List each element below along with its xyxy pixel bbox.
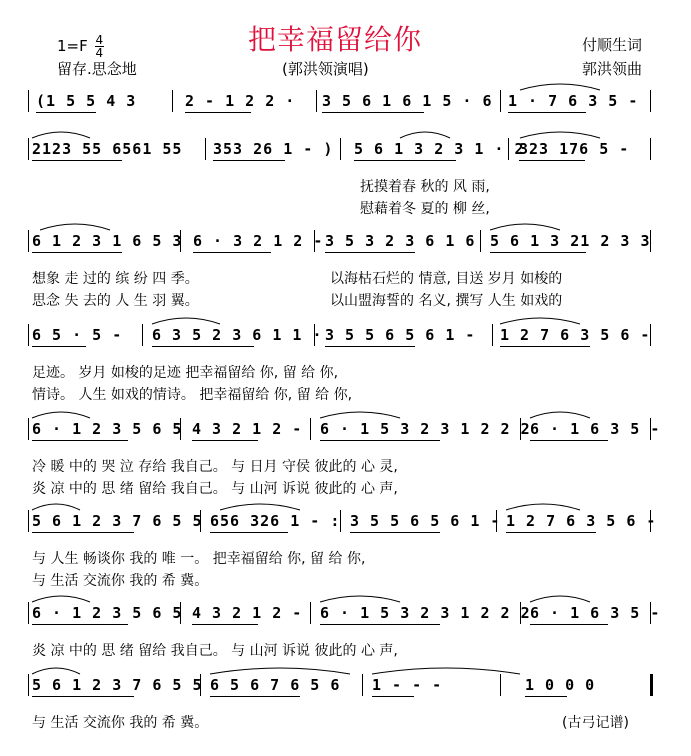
slur-mark: [210, 668, 350, 674]
note-measure: 6 · 1 5 3 2 3 1 2 2 2: [320, 604, 531, 622]
lyric-line: 炎 凉 中的 思 绪 留给 我自己。 与 山河 诉说 彼此的 心 声,: [32, 643, 398, 659]
note-measure: 1 0 0 0: [525, 676, 596, 694]
slur-mark: [32, 668, 80, 674]
lyric-line: 与 人生 畅谈你 我的 唯 一。 把幸福留给 你, 留 给 你,: [32, 551, 366, 567]
lyric-line: 思念 失 去的 人 生 羽 翼。: [32, 293, 199, 309]
lyric-line: 想象 走 过的 缤 纷 四 季。: [32, 271, 199, 287]
note-measure: 6 · 1 2 3 5 6 5: [32, 604, 183, 622]
note-measure: (1 5 5 4 3: [36, 92, 137, 110]
note-measure: 6 · 3 2 1 2 -: [193, 232, 324, 250]
slur-mark: [400, 132, 450, 138]
slur-mark: [40, 224, 110, 230]
lyric-line: (古弓记谱): [562, 715, 629, 731]
slur-mark: [152, 318, 220, 324]
slur-mark: [32, 596, 90, 602]
slur-mark: [320, 412, 400, 418]
source-label: 留存.思念地: [57, 60, 137, 78]
lyric-line: 炎 凉 中的 思 绪 留给 我自己。 与 山河 诉说 彼此的 心 声,: [32, 481, 398, 497]
note-measure: 1 2 7 6 3 5 6 -: [506, 512, 657, 530]
slur-mark: [520, 84, 600, 90]
lyric-line: 与 生活 交流你 我的 希 冀。: [32, 715, 209, 731]
note-measure: 6 · 1 6 3 5 -: [530, 604, 661, 622]
note-measure: 3 5 3 2 3 6 1 6: [325, 232, 476, 250]
note-measure: 5 6 1 3 2 3 1 · 2: [354, 140, 525, 158]
note-measure: 1 - - -: [372, 676, 443, 694]
slur-mark: [220, 504, 300, 510]
song-title: 把幸福留给你: [248, 23, 423, 56]
slur-mark: [320, 596, 400, 602]
slur-mark: [32, 412, 90, 418]
note-measure: 3 5 5 6 5 6 1 -: [350, 512, 501, 530]
note-measure: 323 176 5 -: [519, 140, 630, 158]
slur-mark: [530, 412, 590, 418]
slur-mark: [372, 668, 520, 674]
lyric-line: 以山盟海誓的 名义, 撰写 人生 如戏的: [330, 293, 563, 309]
note-measure: 353 26 1 - ): [213, 140, 334, 158]
time-signature: $\frac{4}{4}$: [95, 33, 104, 60]
lyric-line: 足迹。 岁月 如梭的足迹 把幸福留给 你, 留 给 你,: [32, 365, 339, 381]
slur-mark: [490, 224, 560, 230]
singer-credit: (郭洪领演唱): [282, 60, 369, 78]
slur-mark: [506, 504, 580, 510]
slur-mark: [32, 132, 90, 138]
lyric-line: 慰藉着冬 夏的 柳 丝,: [360, 201, 490, 217]
slur-mark: [530, 596, 590, 602]
note-measure: 6 5 6 7 6 5 6: [210, 676, 341, 694]
lyric-line: 抚摸着春 秋的 风 雨,: [360, 179, 490, 195]
lyric-line: 冷 暖 中的 哭 泣 存给 我自己。 与 日月 守侯 彼此的 心 灵,: [32, 459, 398, 475]
slur-mark: [500, 318, 580, 324]
note-measure: 2123 55 6561 55: [32, 140, 183, 158]
note-measure: 656 326 1 - :: [210, 512, 341, 530]
note-measure: 4 3 2 1 2 -: [192, 604, 303, 622]
note-measure: 3 5 6 1 6 1 5 · 6: [322, 92, 493, 110]
note-measure: 5 6 1 2 3 7 6 5 5: [32, 512, 203, 530]
note-measure: 5 6 1 2 3 7 6 5 5: [32, 676, 203, 694]
slur-mark: [520, 132, 600, 138]
note-measure: 1 · 7 6 3 5 -: [508, 92, 639, 110]
note-measure: 1 2 7 6 3 5 6 -: [500, 326, 651, 344]
lyric-line: 以海枯石烂的 情意, 目送 岁月 如梭的: [330, 271, 563, 287]
note-measure: 3 5 5 6 5 6 1 -: [325, 326, 476, 344]
note-measure: 6 · 1 6 3 5 -: [530, 420, 661, 438]
note-measure: 5 6 1 3 21 2 3 3: [490, 232, 651, 250]
note-measure: 4 3 2 1 2 -: [192, 420, 303, 438]
note-measure: 6 3 5 2 3 6 1 1 ·: [152, 326, 323, 344]
note-measure: 6 1 2 3 1 6 5 3: [32, 232, 183, 250]
lyric-line: 情诗。 人生 如戏的情诗。 把幸福留给 你, 留 给 你,: [32, 387, 353, 403]
key-signature: 1=F $\frac{4}{4}$: [57, 33, 104, 60]
note-measure: 6 · 1 5 3 2 3 1 2 2 2: [320, 420, 531, 438]
composer-credit: 郭洪领曲: [582, 60, 643, 78]
note-measure: 6 5 · 5 -: [32, 326, 123, 344]
slur-mark: [32, 504, 80, 510]
note-measure: 2 - 1 2 2 ·: [185, 92, 296, 110]
note-measure: 6 · 1 2 3 5 6 5: [32, 420, 183, 438]
lyricist-credit: 付顺生词: [582, 36, 643, 54]
lyric-line: 与 生活 交流你 我的 希 冀。: [32, 573, 209, 589]
